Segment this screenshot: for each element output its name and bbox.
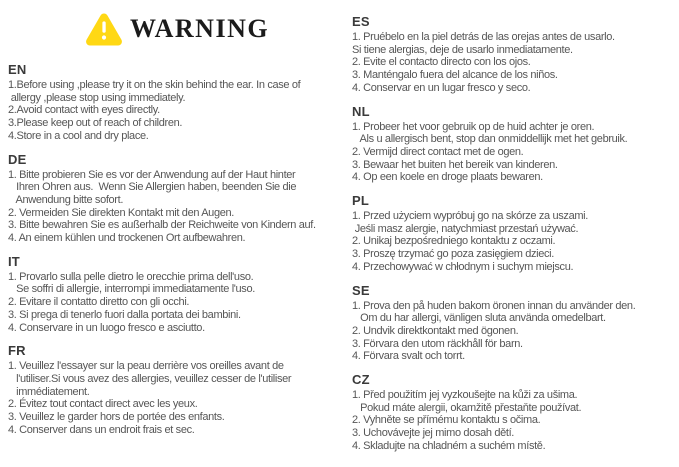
column-left <box>8 63 343 446</box>
instruction-line: 2. Évitez tout contact direct avec les yeux. <box>8 398 198 411</box>
language-code: EN <box>8 62 27 77</box>
instruction-line: Anwendung bitte sofort. <box>8 193 124 206</box>
language-code: ES <box>352 14 370 29</box>
language-section-es <box>352 15 679 95</box>
instruction-line: 4. Förvara svalt och torrt. <box>352 350 465 363</box>
instruction-line: Pokud máte alergii, okamžitě přestaňte používat. <box>352 401 582 414</box>
header <box>85 11 269 46</box>
instruction-line: 3. Uchovávejte jej mimo dosah dětí. <box>352 427 515 440</box>
instruction-line: 4. Przechowywać w chłodnym i suchym miejscu. <box>352 260 574 273</box>
instruction-line: 2. Evite el contacto directo con los ojos. <box>352 56 531 69</box>
instruction-line: Als u allergisch bent, stop dan onmiddellijk met het gebruik. <box>352 133 628 146</box>
instruction-line: 1. Bitte probieren Sie es vor der Anwendung auf der Haut hinter <box>8 168 296 181</box>
instruction-line: 1. Veuillez l'essayer sur la peau derrière vos oreilles avant de <box>8 360 284 373</box>
column-right <box>352 15 679 463</box>
language-section-pl <box>352 194 679 274</box>
instruction-line: 3. Bitte bewahren Sie es außerhalb der Reichweite von Kindern auf. <box>8 219 316 232</box>
instruction-line: 2. Vermeiden Sie direkten Kontakt mit den Augen. <box>8 206 234 219</box>
instruction-line: 1. Prova den på huden bakom öronen innan du använder den. <box>352 299 636 312</box>
language-code: NL <box>352 103 370 119</box>
instruction-line: 4. An einem kühlen und trockenen Ort aufbewahren. <box>8 232 246 245</box>
page-title: WARNING <box>130 14 270 43</box>
language-code: IT <box>8 253 20 269</box>
language-code: DE <box>8 151 27 167</box>
instruction-line: Jeśli masz alergie, natychmiast przestań używać. <box>352 222 579 235</box>
language-section-de <box>8 153 343 245</box>
instruction-line: 3. Manténgalo fuera del alcance de los niños. <box>352 69 558 82</box>
instruction-line: 2. Evitare il contatto diretto con gli occhi. <box>8 296 190 309</box>
instruction-line: 4.Store in a cool and dry place. <box>8 129 149 142</box>
instruction-line: 1. Probeer het voor gebruik op de huid achter je oren. <box>352 120 595 133</box>
instruction-line: 3. Bewaar het buiten het bereik van kinderen. <box>352 158 558 171</box>
instruction-line: 1. Pruébelo en la piel detrás de las orejas antes de usarlo. <box>352 31 615 43</box>
instruction-line: 3.Please keep out of reach of children. <box>8 117 183 130</box>
language-code: PL <box>352 193 370 209</box>
language-section-se <box>352 284 679 364</box>
instruction-line: 3. Förvara den utom räckhåll för barn. <box>352 337 523 350</box>
exclamation-dot <box>102 35 106 39</box>
instruction-line: 2.Avoid contact with eyes directly. <box>8 104 160 117</box>
instruction-line: Se soffri di allergie, interrompi immediatamente l'uso. <box>8 283 255 296</box>
instruction-line: Ihren Ohren aus. Wenn Sie Allergien haben, beenden Sie die <box>8 181 297 194</box>
language-section-cz <box>352 373 679 453</box>
instruction-line: Om du har allergi, vänligen sluta använda omedelbart. <box>352 312 606 325</box>
instruction-line: allergy ,please stop using immediately. <box>8 91 186 104</box>
warning-triangle-icon <box>85 11 123 46</box>
instruction-line: 4. Conserver dans un endroit frais et sec. <box>8 423 195 436</box>
language-code: CZ <box>352 372 370 388</box>
language-code: FR <box>8 343 26 359</box>
instruction-line: 2. Undvik direktkontakt med ögonen. <box>352 324 519 337</box>
instruction-line: 2. Unikaj bezpośredniego kontaktu z oczami. <box>352 235 556 248</box>
language-section-nl <box>352 105 679 185</box>
instruction-line: 1.Before using ,please try it on the skin behind the ear. In case of <box>8 79 301 91</box>
instruction-line: immédiatement. <box>8 385 90 398</box>
language-section-it <box>8 255 343 335</box>
instruction-line: 2. Vyhněte se přímému kontaktu s očima. <box>352 414 541 427</box>
instruction-line: Si tiene alergias, deje de usarlo inmediatamente. <box>352 43 573 56</box>
instruction-line: 4. Conservar en un lugar fresco y seco. <box>352 81 531 94</box>
instruction-line: 1. Przed użyciem wypróbuj go na skórze za uszami. <box>352 210 588 223</box>
instruction-line: 4. Skladujte na chladném a suchém místě. <box>352 439 546 452</box>
instruction-line: 4. Op een koele en droge plaats bewaren. <box>352 171 543 184</box>
language-section-en <box>8 63 343 143</box>
instruction-line: 1. Provarlo sulla pelle dietro le orecchie prima dell'uso. <box>8 270 254 283</box>
language-section-fr <box>8 344 343 436</box>
language-code: SE <box>352 282 370 298</box>
instruction-line: l'utiliser.Si vous avez des allergies, veuillez cesser de l'utiliser <box>8 372 292 385</box>
instruction-line: 1. Před použitím jej vyzkoušejte na kůži za ušima. <box>352 389 578 402</box>
instruction-line: 3. Si prega di tenerlo fuori dalla portata dei bambini. <box>8 308 241 321</box>
exclamation-stem <box>102 21 105 32</box>
instruction-line: 3. Veuillez le garder hors de portée des enfants. <box>8 411 225 424</box>
instruction-line: 3. Proszę trzymać go poza zasięgiem dzieci. <box>352 248 554 261</box>
instruction-line: 2. Vermijd direct contact met de ogen. <box>352 145 524 158</box>
instruction-line: 4. Conservare in un luogo fresco e asciutto. <box>8 321 205 334</box>
